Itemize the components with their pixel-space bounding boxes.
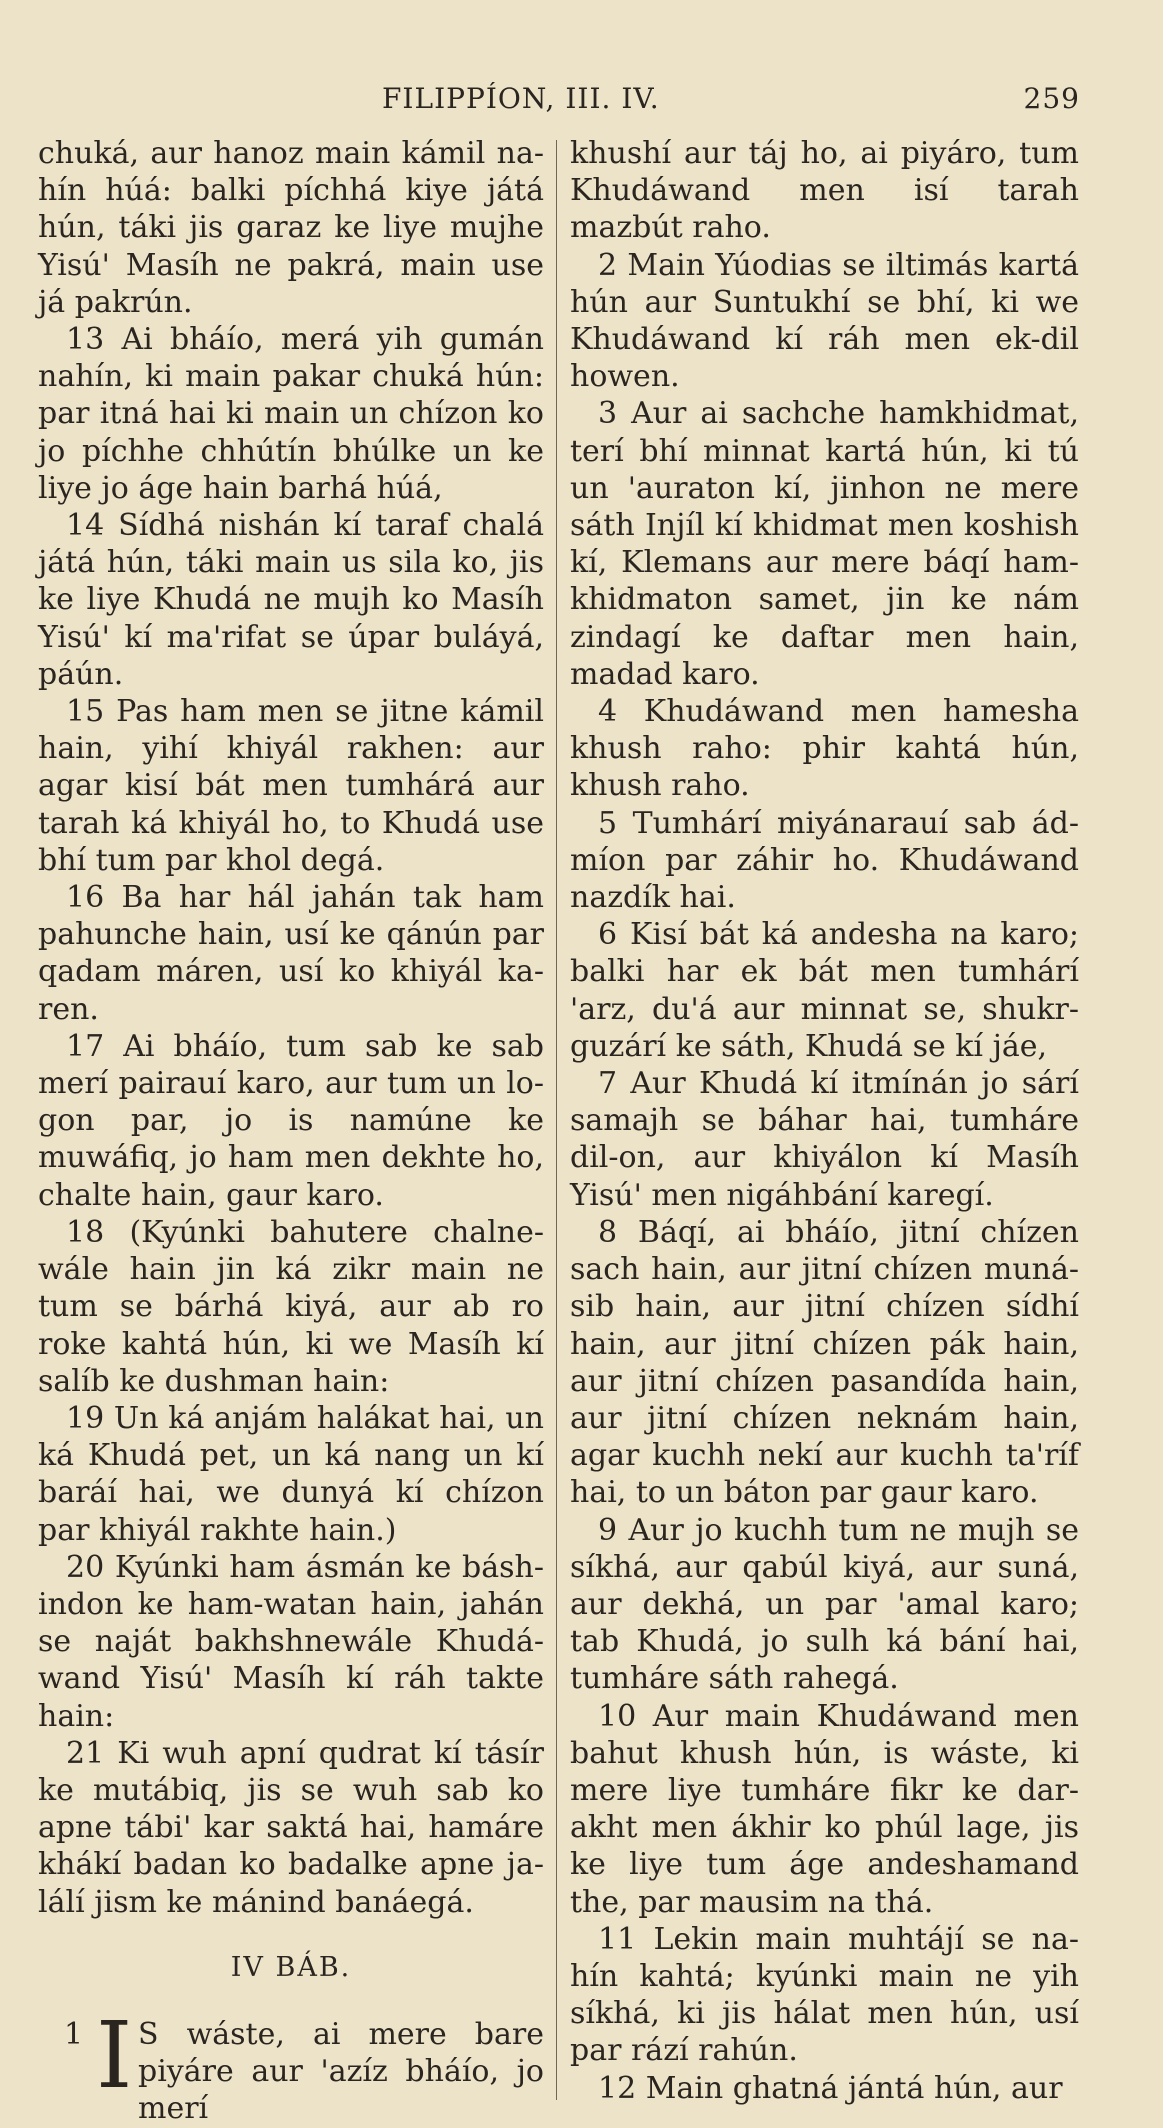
chapter-heading: IV BÁB. [230,1951,352,1983]
verse-1-text: S wáste, ai mere bare piyáre aur 'azíz bháío, jo merí [138,2016,544,2127]
verse-7: 7 Aur Khudá kí itmínán jo sárí samajh se báhar hai, tumháre dil-on, aur khiyálon kí Masíh Yisú' men nigáhbání karegí. [570,1066,1079,1213]
verse-9: 9 Aur jo kuchh tum ne mujh se síkhá, aur qabúl kiyá, aur suná, aur dekhá, un par 'amal karo; tab Khudá, jo sulh ká bání hai, tumháre sáth rahegá. [570,1512,1079,1697]
left-column [38,135,544,2128]
carryover-text: khushí aur táj ho, ai piyáro, tum Khudáwand men isí tarah mazbút raho. [570,136,1079,246]
running-title: FILIPPÍON, III. IV. [382,82,660,115]
verse-15: 15 Pas ham men se jitne kámil hain, yihí khiyál rakhen: aur agar kisí bát men tumhárá aur tarah ká khiyál ho, to Khudá use bhí tum par khol degá. [38,694,544,878]
verse-12: 12 Main ghatná jántá hún, aur [598,2070,1063,2106]
carryover-text: chuká, aur hanoz main kámil na-hín húá: balki píchhá kiye játá hún, táki jis garaz ke liye mujhe Yisú' Masíh ne pakrá, main use já pakrún. [38,136,544,320]
page-number: 259 [1023,82,1080,115]
verse-6: 6 Kisí bát ká andesha na karo; balki har ek bát men tumhárí 'arz, du'á aur minnat se, shukr-guzárí ke sáth, Khudá se kí jáe, [570,917,1079,1064]
right-column [570,135,1079,2107]
running-head [40,82,1080,122]
column-divider [556,140,557,2100]
verse-10: 10 Aur main Khudáwand men bahut khush hún, is wáste, ki mere liye tumháre fikr ke dar-akht men ákhir ko phúl lage, jis ke liye tum áge andeshamand the, par mausim na thá. [570,1698,1079,1920]
verse-4: 4 Khudáwand men hamesha khush raho: phir kahtá hún, khush raho. [570,694,1079,804]
verse-16: 16 Ba har hál jahán tak ham pahunche hain, usí ke qánún par qadam máren, usí ko khiyál ka-ren. [38,880,544,1027]
verse-20: 20 Kyúnki ham ásmán ke básh-indon ke ham-watan hain, jahán se naját bakhshnewále Khudá-wand Yisú' Masíh kí ráh takte hain: [38,1549,544,1734]
verse-19: 19 Un ká anjám halákat hai, un ká Khudá pet, un ká nang un kí baráí hai, we dunyá kí chízon par khiyál rakhte hain.) [38,1400,544,1548]
drop-cap: I [96,2001,133,2109]
verse-14: 14 Sídhá nishán kí taraf chalá játá hún, táki main us sila ko, jis ke liye Khudá ne mujh ko Masíh Yisú' kí ma'rifat se úpar buláyá, páún. [38,508,544,692]
verse-17: 17 Ai bháío, tum sab ke sab merí pairauí karo, aur tum un lo-gon par, jo is namúne ke muwáfiq, jo ham men dekhte ho, chalte hain, gaur karo. [38,1028,544,1213]
verse-13: 13 Ai bháío, merá yih gumán nahín, ki main pakar chuká hún: par itná hai ki main un chízon ko jo píchhe chhútín bhúlke un ke liye jo áge hain barhá húá, [38,322,544,506]
verse-5: 5 Tumhárí miyánarauí sab ád-míon par záhir ho. Khudáwand nazdík hai. [570,805,1079,916]
verse-3: 3 Aur ai sachche hamkhidmat, terí bhí minnat kartá hún, ki tú un 'auraton kí, jinhon ne mere sáth Injíl kí khidmat men koshish kí, Klemans aur mere báqí ham-khidmaton samet, jin ke nám zindagí ke daftar men hain, madad karo. [570,396,1079,692]
verse-1-number: 1 [64,2016,84,2052]
verse-21: 21 Ki wuh apní qudrat kí tásír ke mutábiq, jis se wuh sab ko apne tábi' kar saktá hai, hamáre khákí badan ko badalke apne ja-lálí jism ke mánind banáegá. [38,1735,544,1920]
chapter-opening [38,2001,544,2128]
verse-2: 2 Main Yúodias se iltimás kartá hún aur Suntukhí se bhí, ki we Khudáwand kí ráh men ek-dil howen. [570,247,1079,395]
verse-11: 11 Lekin main muhtájí se na-hín kahtá; kyúnki main ne yih síkhá, ki jis hálat men hún, usí par rází rahún. [570,1921,1079,2069]
verse-18: 18 (Kyúnki bahutere chalne-wále hain jin ká zikr main ne tum se bárhá kiyá, aur ab ro roke kahtá hún, ki we Masíh kí salíb ke dushman hain: [38,1214,544,1399]
verse-8: 8 Báqí, ai bháío, jitní chízen sach hain, aur jitní chízen muná-sib hain, aur jitní chízen sídhí hain, aur jitní chízen pák hain, aur jitní chízen pasandída hain, aur jitní chízen neknám hain, agar kuchh nekí aur kuchh ta'ríf hai, to un báton par gaur karo. [570,1214,1079,1511]
